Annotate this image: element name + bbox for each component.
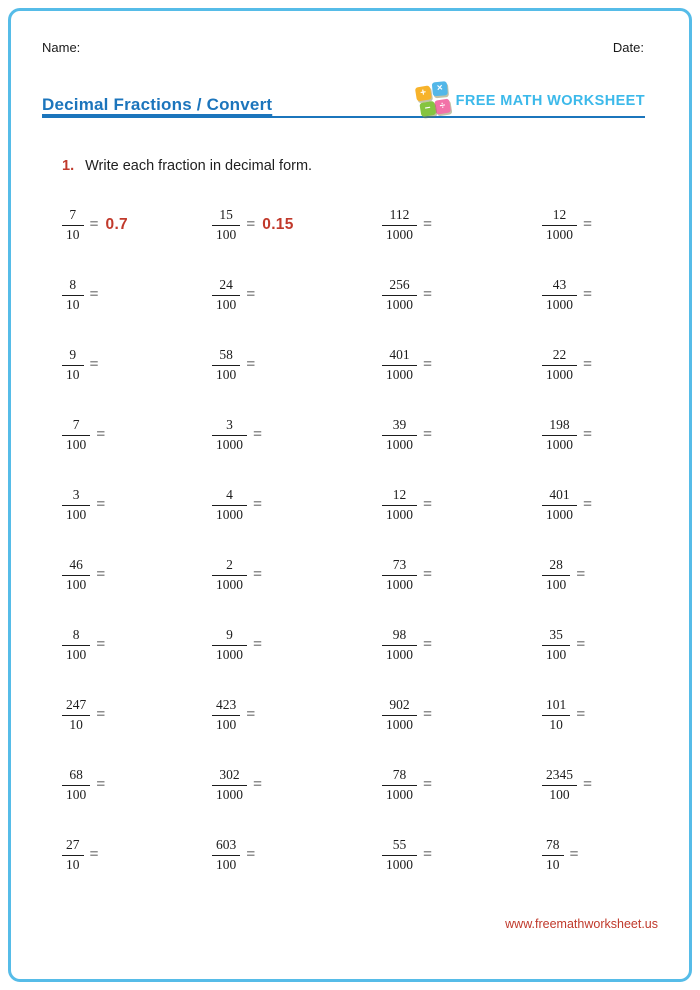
fraction-problem [538, 767, 698, 804]
fraction-denominator: 1000 [546, 296, 573, 312]
brand-logo [417, 82, 645, 117]
fraction-numerator: 302 [212, 767, 247, 786]
equals-sign: = [253, 496, 263, 513]
equals-sign: = [423, 566, 433, 583]
fraction-problem [58, 627, 208, 664]
equals-sign: = [89, 846, 99, 863]
fraction-problem [208, 837, 378, 874]
equals-sign: = [423, 216, 433, 233]
fraction-denominator: 100 [546, 646, 567, 662]
fraction [542, 347, 577, 384]
fraction-denominator: 1000 [386, 716, 413, 732]
equals-sign: = [583, 426, 593, 443]
fraction-problem [58, 697, 208, 734]
fraction-numerator: 101 [542, 697, 570, 716]
minus-cube-icon: − [419, 101, 436, 117]
fraction-numerator: 198 [542, 417, 577, 436]
fraction [212, 767, 247, 804]
fraction-denominator: 100 [549, 786, 570, 802]
plus-cube-icon: + [414, 85, 431, 101]
fraction-numerator: 35 [542, 627, 570, 646]
fraction-problem [58, 557, 208, 594]
fraction-numerator: 55 [382, 837, 417, 856]
fraction [62, 767, 90, 804]
question-number: 1. [62, 158, 75, 174]
answer-text: 0.7 [105, 216, 128, 233]
fraction-denominator: 100 [216, 296, 237, 312]
equals-sign: = [423, 706, 433, 723]
equals-sign: = [583, 286, 593, 303]
fraction-problem [538, 487, 698, 524]
equals-sign: = [423, 356, 433, 373]
fraction-numerator: 78 [542, 837, 564, 856]
fraction-denominator: 10 [66, 856, 80, 872]
fraction-denominator: 1000 [386, 506, 413, 522]
fraction-denominator: 1000 [546, 436, 573, 452]
fraction-numerator: 3 [212, 417, 247, 436]
fraction [542, 627, 570, 664]
equals-sign: = [576, 566, 586, 583]
fraction-numerator: 78 [382, 767, 417, 786]
fraction [542, 277, 577, 314]
meta-row [0, 0, 700, 55]
brand-text: FREE MATH WORKSHEET [455, 93, 645, 109]
fraction-problem [378, 487, 538, 524]
equals-sign: = [246, 216, 256, 233]
fraction-denominator: 100 [216, 856, 237, 872]
fraction [62, 697, 90, 734]
equals-sign: = [583, 776, 593, 793]
fraction-denominator: 100 [216, 226, 237, 242]
fraction-numerator: 401 [382, 347, 417, 366]
equals-sign: = [89, 216, 99, 233]
problems-grid [58, 190, 700, 890]
fraction-problem [208, 207, 378, 244]
fraction-problem [538, 837, 698, 874]
question-text: Write each fraction in decimal form. [85, 158, 313, 174]
fraction-denominator: 10 [69, 716, 83, 732]
fraction-problem [58, 207, 208, 244]
equals-sign: = [576, 706, 586, 723]
fraction-denominator: 1000 [216, 786, 243, 802]
equals-sign: = [246, 286, 256, 303]
fraction-numerator: 27 [62, 837, 84, 856]
fraction-numerator: 8 [62, 627, 90, 646]
fraction-problem [538, 627, 698, 664]
fraction-denominator: 1000 [216, 576, 243, 592]
fraction-problem [378, 207, 538, 244]
fraction-denominator: 1000 [386, 646, 413, 662]
fraction-problem [208, 697, 378, 734]
fraction-problem [58, 487, 208, 524]
fraction-problem [208, 417, 378, 454]
equals-sign: = [253, 566, 263, 583]
fraction-denominator: 10 [66, 366, 80, 382]
fraction [542, 697, 570, 734]
equals-sign: = [89, 286, 99, 303]
fraction [62, 347, 84, 384]
fraction [382, 697, 417, 734]
fraction-numerator: 902 [382, 697, 417, 716]
fraction-problem [378, 627, 538, 664]
fraction-problem [538, 277, 698, 314]
fraction-denominator: 100 [546, 576, 567, 592]
fraction-denominator: 10 [66, 296, 80, 312]
fraction-numerator: 2345 [542, 767, 577, 786]
fraction-problem [58, 347, 208, 384]
fraction-numerator: 28 [542, 557, 570, 576]
fraction-numerator: 423 [212, 697, 240, 716]
fraction-denominator: 1000 [386, 366, 413, 382]
fraction-denominator: 1000 [386, 576, 413, 592]
equals-sign: = [423, 426, 433, 443]
fraction [62, 207, 84, 244]
fraction [212, 837, 240, 874]
fraction [382, 627, 417, 664]
equals-sign: = [96, 496, 106, 513]
fraction-numerator: 2 [212, 557, 247, 576]
fraction-denominator: 100 [66, 646, 87, 662]
fraction-problem [378, 347, 538, 384]
fraction-denominator: 1000 [216, 506, 243, 522]
fraction [212, 487, 247, 524]
fraction-problem [378, 557, 538, 594]
date-label: Date: [612, 40, 644, 55]
fraction-denominator: 10 [66, 226, 80, 242]
page-title: Decimal Fractions / Convert [42, 95, 273, 114]
fraction [212, 627, 247, 664]
fraction-numerator: 68 [62, 767, 90, 786]
fraction-numerator: 112 [382, 207, 417, 226]
fraction [382, 837, 417, 874]
fraction-problem [208, 627, 378, 664]
equals-sign: = [96, 426, 106, 443]
equals-sign: = [246, 846, 256, 863]
fraction [62, 837, 84, 874]
fraction [542, 557, 570, 594]
equals-sign: = [423, 846, 433, 863]
fraction-numerator: 22 [542, 347, 577, 366]
fraction-problem [208, 347, 378, 384]
fraction [212, 417, 247, 454]
multiply-cube-icon: × [431, 81, 447, 96]
fraction-numerator: 12 [382, 487, 417, 506]
fraction-numerator: 73 [382, 557, 417, 576]
fraction-numerator: 7 [62, 207, 84, 226]
fraction [542, 207, 577, 244]
fraction [382, 417, 417, 454]
fraction-problem [208, 277, 378, 314]
fraction [382, 487, 417, 524]
fraction [212, 557, 247, 594]
equals-sign: = [246, 356, 256, 373]
fraction-problem [538, 557, 698, 594]
fraction-problem [378, 277, 538, 314]
fraction-denominator: 100 [216, 716, 237, 732]
fraction-denominator: 1000 [386, 786, 413, 802]
fraction-denominator: 1000 [386, 856, 413, 872]
fraction [382, 347, 417, 384]
equals-sign: = [96, 706, 106, 723]
equals-sign: = [96, 636, 106, 653]
equals-sign: = [583, 356, 593, 373]
fraction-problem [378, 767, 538, 804]
fraction-denominator: 100 [66, 576, 87, 592]
fraction-problem [538, 347, 698, 384]
fraction-numerator: 24 [212, 277, 240, 296]
fraction [62, 487, 90, 524]
fraction [382, 207, 417, 244]
equals-sign: = [246, 706, 256, 723]
fraction-denominator: 10 [549, 716, 563, 732]
equals-sign: = [583, 496, 593, 513]
fraction [382, 277, 417, 314]
fraction-numerator: 247 [62, 697, 90, 716]
question-line [62, 158, 700, 174]
fraction-numerator: 15 [212, 207, 240, 226]
fraction-problem [208, 557, 378, 594]
fraction-denominator: 1000 [386, 226, 413, 242]
fraction-numerator: 3 [62, 487, 90, 506]
fraction-numerator: 4 [212, 487, 247, 506]
fraction-problem [378, 697, 538, 734]
fraction-numerator: 401 [542, 487, 577, 506]
equals-sign: = [583, 216, 593, 233]
fraction-numerator: 12 [542, 207, 577, 226]
fraction-problem [378, 417, 538, 454]
footer-url-link[interactable]: www.freemathworksheet.us [505, 917, 658, 931]
fraction-numerator: 58 [212, 347, 240, 366]
equals-sign: = [423, 636, 433, 653]
fraction-numerator: 7 [62, 417, 90, 436]
fraction-denominator: 10 [546, 856, 560, 872]
fraction [62, 417, 90, 454]
fraction-denominator: 1000 [216, 646, 243, 662]
fraction-problem [208, 487, 378, 524]
fraction-numerator: 43 [542, 277, 577, 296]
equals-sign: = [96, 776, 106, 793]
fraction-numerator: 256 [382, 277, 417, 296]
fraction [542, 417, 577, 454]
fraction-denominator: 1000 [546, 506, 573, 522]
divide-cube-icon: ÷ [434, 98, 451, 114]
equals-sign: = [569, 846, 579, 863]
equals-sign: = [89, 356, 99, 373]
fraction-problem [538, 207, 698, 244]
fraction-problem [538, 697, 698, 734]
fraction [212, 207, 240, 244]
fraction-numerator: 9 [62, 347, 84, 366]
fraction-problem [58, 277, 208, 314]
fraction [212, 347, 240, 384]
equals-sign: = [423, 496, 433, 513]
fraction-numerator: 603 [212, 837, 240, 856]
fraction-denominator: 100 [216, 366, 237, 382]
fraction-problem [538, 417, 698, 454]
fraction-numerator: 39 [382, 417, 417, 436]
fraction-numerator: 98 [382, 627, 417, 646]
fraction-problem [378, 837, 538, 874]
fraction [212, 277, 240, 314]
fraction-denominator: 1000 [216, 436, 243, 452]
fraction-problem [208, 767, 378, 804]
fraction-denominator: 1000 [386, 436, 413, 452]
fraction [382, 767, 417, 804]
equals-sign: = [96, 566, 106, 583]
fraction [62, 557, 90, 594]
fraction [382, 557, 417, 594]
name-label: Name: [42, 40, 81, 55]
fraction [542, 837, 564, 874]
equals-sign: = [423, 286, 433, 303]
fraction-problem [58, 767, 208, 804]
equals-sign: = [253, 636, 263, 653]
fraction-numerator: 8 [62, 277, 84, 296]
equals-sign: = [576, 636, 586, 653]
header [42, 82, 645, 118]
fraction-denominator: 100 [66, 506, 87, 522]
equals-sign: = [423, 776, 433, 793]
fraction-numerator: 9 [212, 627, 247, 646]
fraction [542, 767, 577, 804]
fraction [62, 277, 84, 314]
answer-text: 0.15 [262, 216, 294, 233]
equals-sign: = [253, 426, 263, 443]
fraction-problem [58, 417, 208, 454]
fraction-denominator: 1000 [386, 296, 413, 312]
fraction-numerator: 46 [62, 557, 90, 576]
equals-sign: = [253, 776, 263, 793]
fraction [542, 487, 577, 524]
logo-cubes [414, 83, 450, 118]
fraction-denominator: 1000 [546, 226, 573, 242]
fraction [62, 627, 90, 664]
fraction [212, 697, 240, 734]
fraction-denominator: 100 [66, 436, 87, 452]
fraction-problem [58, 837, 208, 874]
fraction-denominator: 100 [66, 786, 87, 802]
fraction-denominator: 1000 [546, 366, 573, 382]
